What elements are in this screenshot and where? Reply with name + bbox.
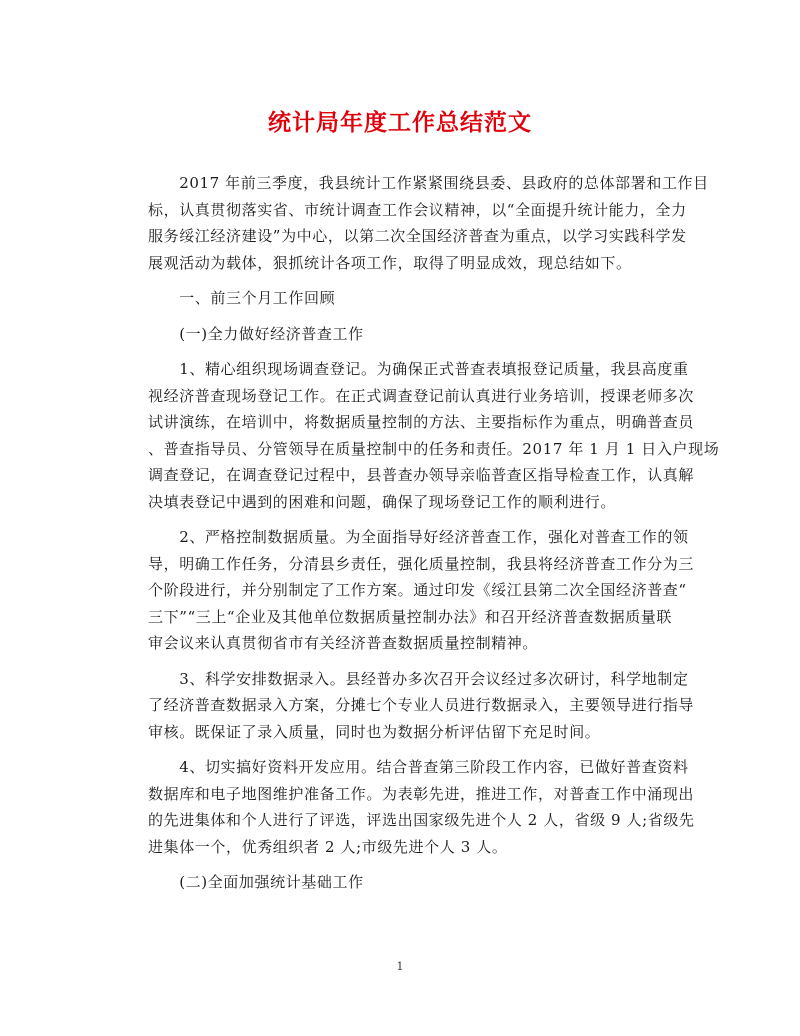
text-line: 三下”“三上“企业及其他单位数据质量控制办法》和召开经济普查数据质量联 xyxy=(148,607,673,626)
paragraph xyxy=(148,170,709,276)
paragraph-gap xyxy=(148,347,656,356)
paragraph-gap xyxy=(148,860,656,869)
text-line: 1、精心组织现场调查登记。为确保正式普查表填报登记质量，我县高度重 xyxy=(148,360,689,378)
text-line: 2017 年前三季度，我县统计工作紧紧围绕县委、县政府的总体部署和工作目 xyxy=(148,174,709,192)
text-line: 服务绥江经济建设”为中心，以第二次全国经济普查为重点，以学习实践科学发 xyxy=(148,227,687,245)
paragraph-gap xyxy=(148,276,656,285)
text-line: 了经济普查数据录入方案，分摊七个专业人员进行数据录入，主要领导进行指导 xyxy=(148,696,695,714)
text-line: 审会议来认真贯彻省市有关经济普查数据质量控制精神。 xyxy=(148,634,539,652)
text-line: 展观活动为载体，狠抓统计各项工作，取得了明显成效，现总结如下。 xyxy=(148,253,632,272)
text-line: (一)全力做好经济普查工作 xyxy=(148,324,364,343)
text-line: 试讲演练，在培训中，将数据质量控制的方法、主要指标作为重点，明确普查员 xyxy=(148,413,695,431)
paragraph-gap xyxy=(148,745,656,754)
text-line: 数据库和电子地图维护准备工作。为表彰先进，推进工作，对普查工作中涌现出 xyxy=(148,784,695,803)
text-line: 2、严格控制数据质量。为全面指导好经济普查工作，强化对普查工作的领 xyxy=(148,528,689,546)
text-line: 一、前三个月工作回顾 xyxy=(148,289,336,307)
text-line: 3、科学安排数据录入。县经普办多次召开会议经过多次研讨，科学地制定 xyxy=(148,669,689,688)
text-line: 个阶段进行，并分别制定了工作方案。通过印发《绥江县第二次全国经济普查“ xyxy=(148,581,687,599)
text-line: 审核。既保证了录入质量，同时也为数据分析评估留下充足时间。 xyxy=(148,722,601,741)
text-line: 决填表登记中遇到的困难和问题，确保了现场登记工作的顺利进行。 xyxy=(148,492,617,511)
paragraph xyxy=(148,524,695,657)
document-title: 统计局年度工作总结范文 xyxy=(268,110,532,136)
text-line: (二)全面加强统计基础工作 xyxy=(148,873,364,891)
paragraph xyxy=(148,356,720,515)
paragraph xyxy=(148,869,656,896)
paragraph xyxy=(148,321,656,348)
paragraph-gap xyxy=(148,312,656,321)
paragraph xyxy=(148,754,695,860)
text-line: 进集体一个，优秀组织者 2 人;市级先进个人 3 人。 xyxy=(148,837,508,856)
document-body xyxy=(148,170,720,896)
text-line: 导，明确工作任务，分清县乡责任，强化质量控制，我县将经济普查工作分为三 xyxy=(148,554,695,573)
paragraph-gap xyxy=(148,657,656,666)
text-line: 标，认真贯彻落实省、市统计调查工作会议精神，以“全面提升统计能力，全力 xyxy=(148,200,687,219)
paragraph xyxy=(148,666,695,746)
text-line: 、普查指导员、分管领导在质量控制中的任务和责任。2017 年 1 月 1 日入户现场 xyxy=(148,439,720,458)
text-line: 视经济普查现场登记工作。在正式调查登记前认真进行业务培训，授课老师多次 xyxy=(148,386,695,405)
text-line: 4、切实搞好资料开发应用。结合普查第三阶段工作内容，已做好普查资料 xyxy=(148,758,689,776)
paragraph xyxy=(148,285,656,312)
text-line: 的先进集体和个人进行了评选，评选出国家级先进个人 2 人，省级 9 人;省级先 xyxy=(148,811,695,829)
paragraph-gap xyxy=(148,515,656,524)
text-line: 调查登记，在调查登记过程中，县普查办领导亲临普查区指导检查工作，认真解 xyxy=(148,466,695,484)
page-number: 1 xyxy=(396,960,404,973)
